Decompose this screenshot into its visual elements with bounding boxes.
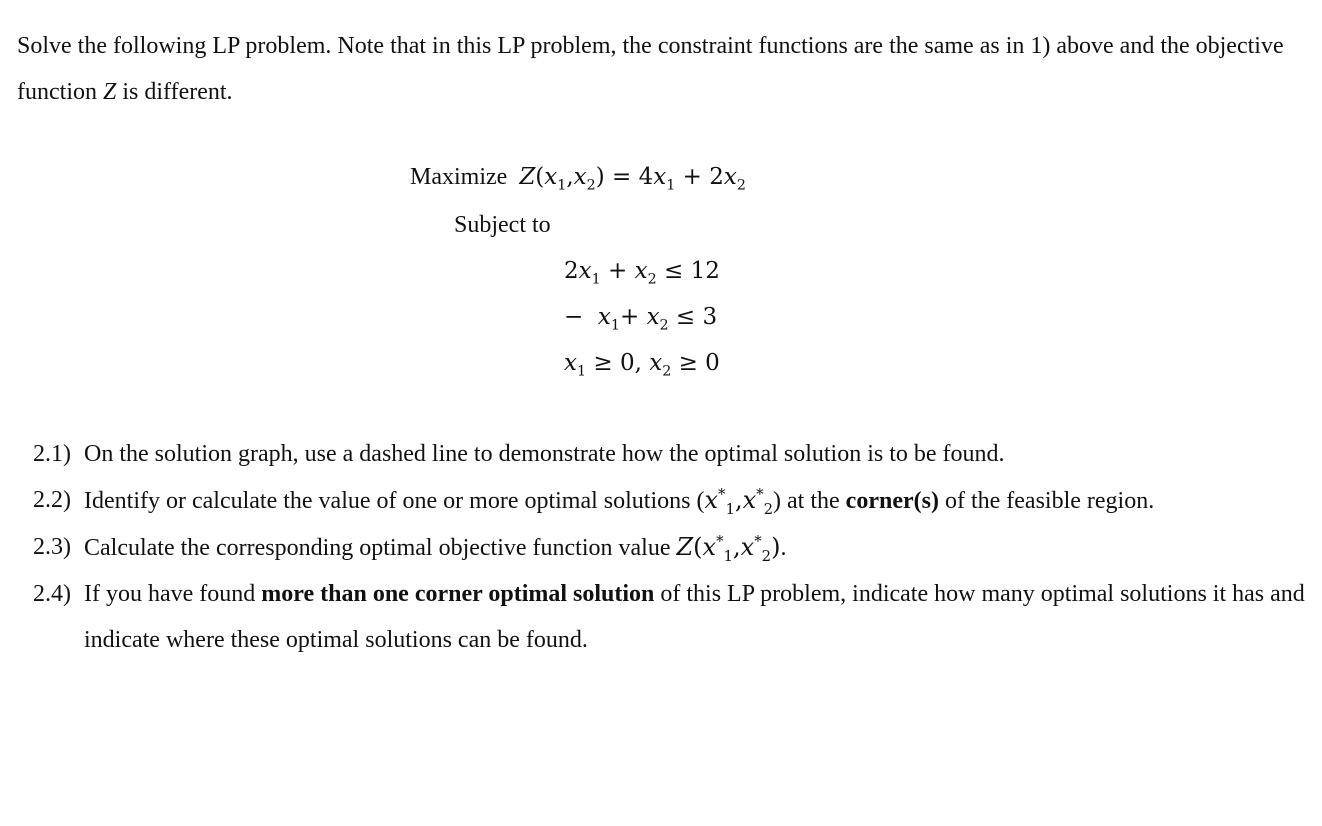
question-2-4: 2.4) If you have found more than one corner optimal solution of this LP problem, indicate how many optimal solutions it has and indicate where these optimal solutions can be found. bbox=[33, 571, 1313, 663]
intro-paragraph bbox=[17, 23, 1307, 115]
objective-equation: $Z(x_1,x_2) = 4x_1 + 2x_2$ bbox=[519, 164, 746, 194]
constraint-2: − $x_1+ x_2 \le 3$ bbox=[564, 304, 718, 334]
question-number: 2.1) bbox=[33, 441, 71, 467]
question-2-2: 2.2) Identify or calculate the value of one or more optimal solutions $(x^*_1,x^*_2)$ at the corner(s) of the feasible region. bbox=[33, 477, 1313, 524]
optimal-value-notation: $Z(x^*_1,x^*_2)$ bbox=[676, 532, 781, 565]
maximize-label: Maximize bbox=[410, 164, 508, 190]
optimal-point-notation: $x^*_1,x^*_2$ bbox=[704, 485, 774, 518]
bold-multiple-optima: more than one corner optimal solution bbox=[261, 581, 655, 607]
question-text: On the solution graph, use a dashed line to demonstrate how the optimal solution is to be found. bbox=[84, 441, 1005, 467]
intro-text-b: is different. bbox=[116, 79, 233, 105]
question-number: 2.4) bbox=[33, 581, 71, 607]
question-number: 2.3) bbox=[33, 534, 71, 560]
constraint-nonnegativity: $x_1 \ge 0$, $x_2 \ge 0$ bbox=[564, 350, 720, 380]
objective-variable-z: Z bbox=[102, 79, 117, 105]
question-list bbox=[33, 431, 1313, 663]
subject-to-label: Subject to bbox=[454, 212, 551, 238]
intro-text-a: Solve the following LP problem. Note that in this LP problem, the constraint functions are the same as in 1) above and the objective function bbox=[17, 33, 1284, 105]
bold-corners: corner(s) bbox=[845, 488, 939, 514]
constraint-1: $2x_1 + x_2 \le 12$ bbox=[564, 258, 720, 288]
objective-function bbox=[410, 162, 746, 192]
question-number: 2.2) bbox=[33, 487, 71, 513]
question-2-1 bbox=[33, 431, 1313, 477]
question-2-3: 2.3) Calculate the corresponding optimal objective function value $Z(x^*_1,x^*_2)$. bbox=[33, 524, 1313, 571]
